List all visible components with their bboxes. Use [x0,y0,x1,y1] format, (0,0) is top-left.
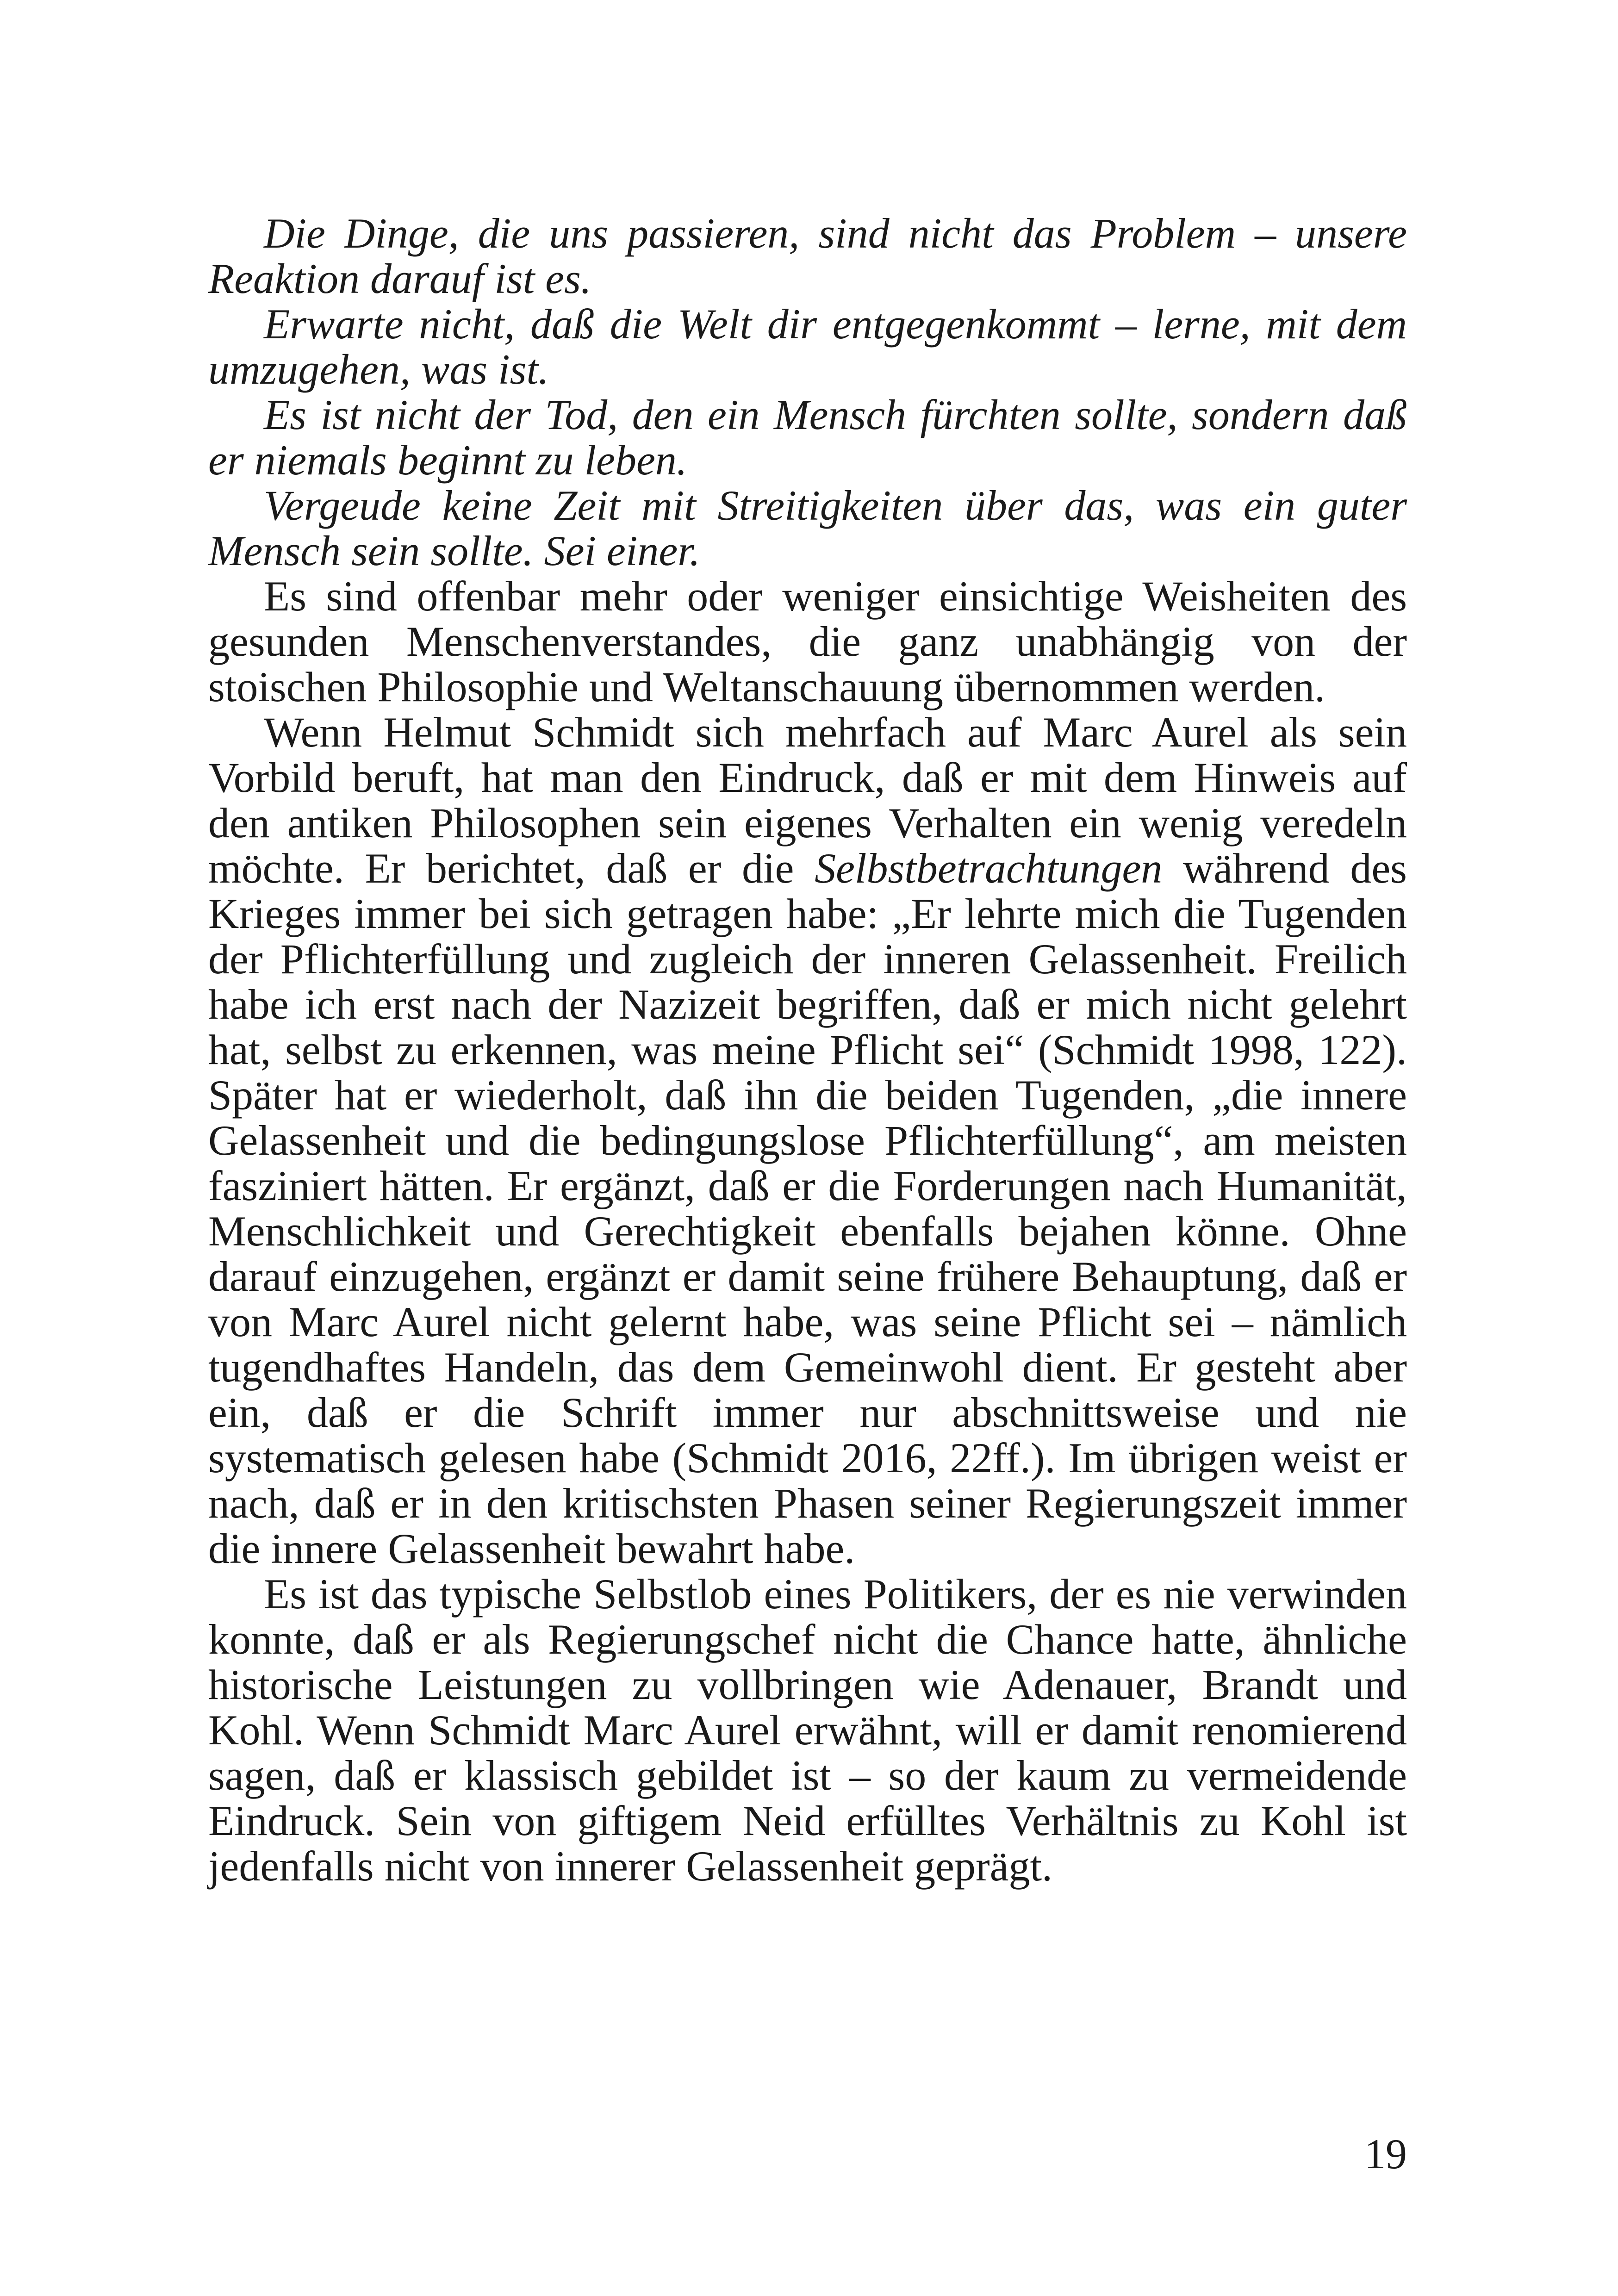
page-number: 19 [1364,2130,1407,2178]
quote-3: Es ist nicht der Tod, den ein Mensch fürchten sollte, sondern daß er niemals beginnt zu leben. [208,391,1407,484]
quote-2: Erwarte nicht, daß die Welt dir entgegenkommt – lerne, mit dem umzugehen, was ist. [208,300,1407,393]
quote-4: Vergeude keine Zeit mit Streitigkeiten über das, was ein guter Mensch sein sollte. Sei einer. [208,482,1407,574]
paragraph-2 [208,709,1407,1571]
quote-1: Die Dinge, die uns passieren, sind nicht das Problem – unsere Reaktion darauf ist es. [208,210,1407,302]
book-title: Selbstbetrachtungen [815,845,1163,892]
paragraph-2-text-a: Wenn Helmut Schmidt sich mehrfach auf Marc Aurel als sein Vorbild beruft, hat man den Eindruck, daß er mit dem Hinweis auf den antiken Philosophen sein eigenes Verhalten ein wenig veredeln möchte. Er berichtet, daß er die [208,709,1407,892]
paragraph-2-text-b: während des Krieges immer bei sich getragen habe: „Er lehrte mich die Tugenden der Pflichterfüllung und zugleich der inneren Gelassenheit. Freilich habe ich erst nach der Nazizeit begriffen, daß er mich nicht gelehrt hat, selbst zu erkennen, was meine Pflicht sei“ (Schmidt 1998, 122). Später hat er wiederholt, daß ihn die beiden Tugenden, „die innere Gelassenheit und die bedingungslose Pflichterfüllung“, am meisten fasziniert hätten. Er ergänzt, daß er die Forderungen nach Humanität, Menschlichkeit und Gerechtigkeit ebenfalls bejahen könne. Ohne darauf einzugehen, ergänzt er damit seine frühere Behauptung, daß er von Marc Aurel nicht gelernt habe, was seine Pflicht sei – nämlich tugendhaftes Handeln, das dem Gemeinwohl dient. Er gesteht aber ein, daß er die Schrift immer nur abschnittsweise und nie systematisch gelesen habe (Schmidt 2016, 22ff.). Im übrigen weist er nach, daß er in den kritischsten Phasen seiner Regierungszeit immer die innere Gelassenheit bewahrt habe. [208,845,1407,1572]
paragraph-1: Es sind offenbar mehr oder weniger einsichtige Weisheiten des gesunden Menschenverstandes, die ganz unabhängig von der stoischen Philosophie und Weltanschauung übernommen werden. [208,572,1407,710]
body-text [208,211,1407,1889]
paragraph-3: Es ist das typische Selbstlob eines Politikers, der es nie verwinden konnte, daß er als Regierungschef nicht die Chance hatte, ähnliche historische Leistungen zu vollbringen wie Adenauer, Brandt und Kohl. Wenn Schmidt Marc Aurel erwähnt, will er damit renomierend sagen, daß er klassisch gebildet ist – so der kaum zu vermeidende Eindruck. Sein von giftigem Neid erfülltes Verhältnis zu Kohl ist jedenfalls nicht von innerer Gelassenheit geprägt. [208,1570,1407,1890]
